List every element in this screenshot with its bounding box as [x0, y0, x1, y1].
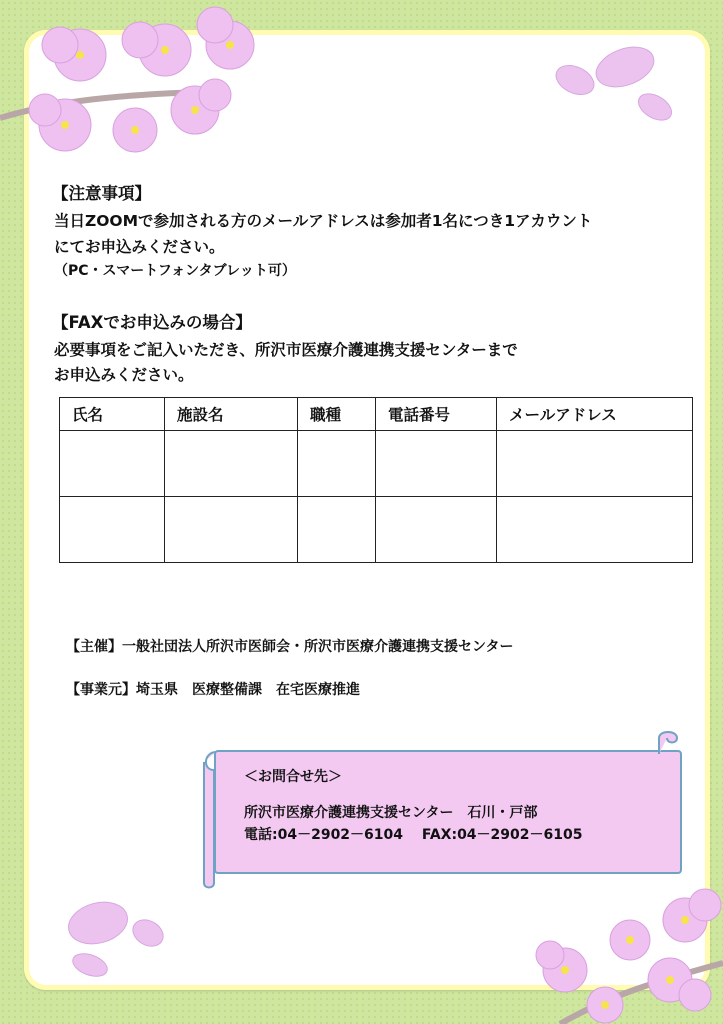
- cherry-blossom-branch-top-left: [0, 0, 270, 170]
- scroll-curl-right: [655, 728, 683, 758]
- petals-bottom-left: [60, 895, 180, 980]
- table-cell[interactable]: [298, 431, 376, 497]
- table-cell[interactable]: [165, 497, 298, 563]
- table-header-row: [60, 398, 693, 431]
- fax-line-2: お申込みください。: [54, 366, 194, 384]
- header-occupation: 職種: [298, 398, 376, 431]
- table-cell[interactable]: [165, 431, 298, 497]
- header-phone: 電話番号: [376, 398, 497, 431]
- notice-line-1: 当日ZOOMで参加される方のメールアドレスは参加者1名につき1アカウント: [54, 212, 593, 230]
- fax-heading: 【FAXでお申込みの場合】: [52, 313, 252, 332]
- contact-phone-fax: 電話:04－2902－6104 FAX:04－2902－6105: [244, 827, 583, 843]
- header-email: メールアドレス: [497, 398, 693, 431]
- fax-line-1: 必要事項をご記入いただき、所沢市医療介護連携支援センターまで: [54, 341, 518, 359]
- table-cell[interactable]: [60, 431, 165, 497]
- notice-heading: 【注意事項】: [52, 184, 151, 203]
- notice-line-3: （PC・スマートフォンタブレット可）: [54, 263, 296, 279]
- table-cell[interactable]: [298, 497, 376, 563]
- notice-line-2: にてお申込みください。: [54, 238, 225, 256]
- cherry-blossom-branch-bottom-right: [520, 885, 723, 1024]
- table-cell[interactable]: [376, 497, 497, 563]
- organizer-line: 【主催】一般社団法人所沢市医師会・所沢市医療介護連携支援センター: [66, 639, 514, 655]
- table-row: [60, 431, 693, 497]
- table-row: [60, 497, 693, 563]
- petals-top-right: [545, 45, 695, 135]
- header-name: 氏名: [60, 398, 165, 431]
- fax-application-table: [59, 397, 693, 563]
- table-cell[interactable]: [497, 497, 693, 563]
- table-cell[interactable]: [497, 431, 693, 497]
- table-cell[interactable]: [60, 497, 165, 563]
- header-facility: 施設名: [165, 398, 298, 431]
- business-owner-line: 【事業元】埼玉県 医療整備課 在宅医療推進: [66, 682, 360, 698]
- scroll-curl-left: [198, 748, 228, 893]
- table-cell[interactable]: [376, 431, 497, 497]
- contact-center: 所沢市医療介護連携支援センター 石川・戸部: [244, 805, 538, 821]
- contact-title: ＜お問合せ先＞: [244, 769, 342, 785]
